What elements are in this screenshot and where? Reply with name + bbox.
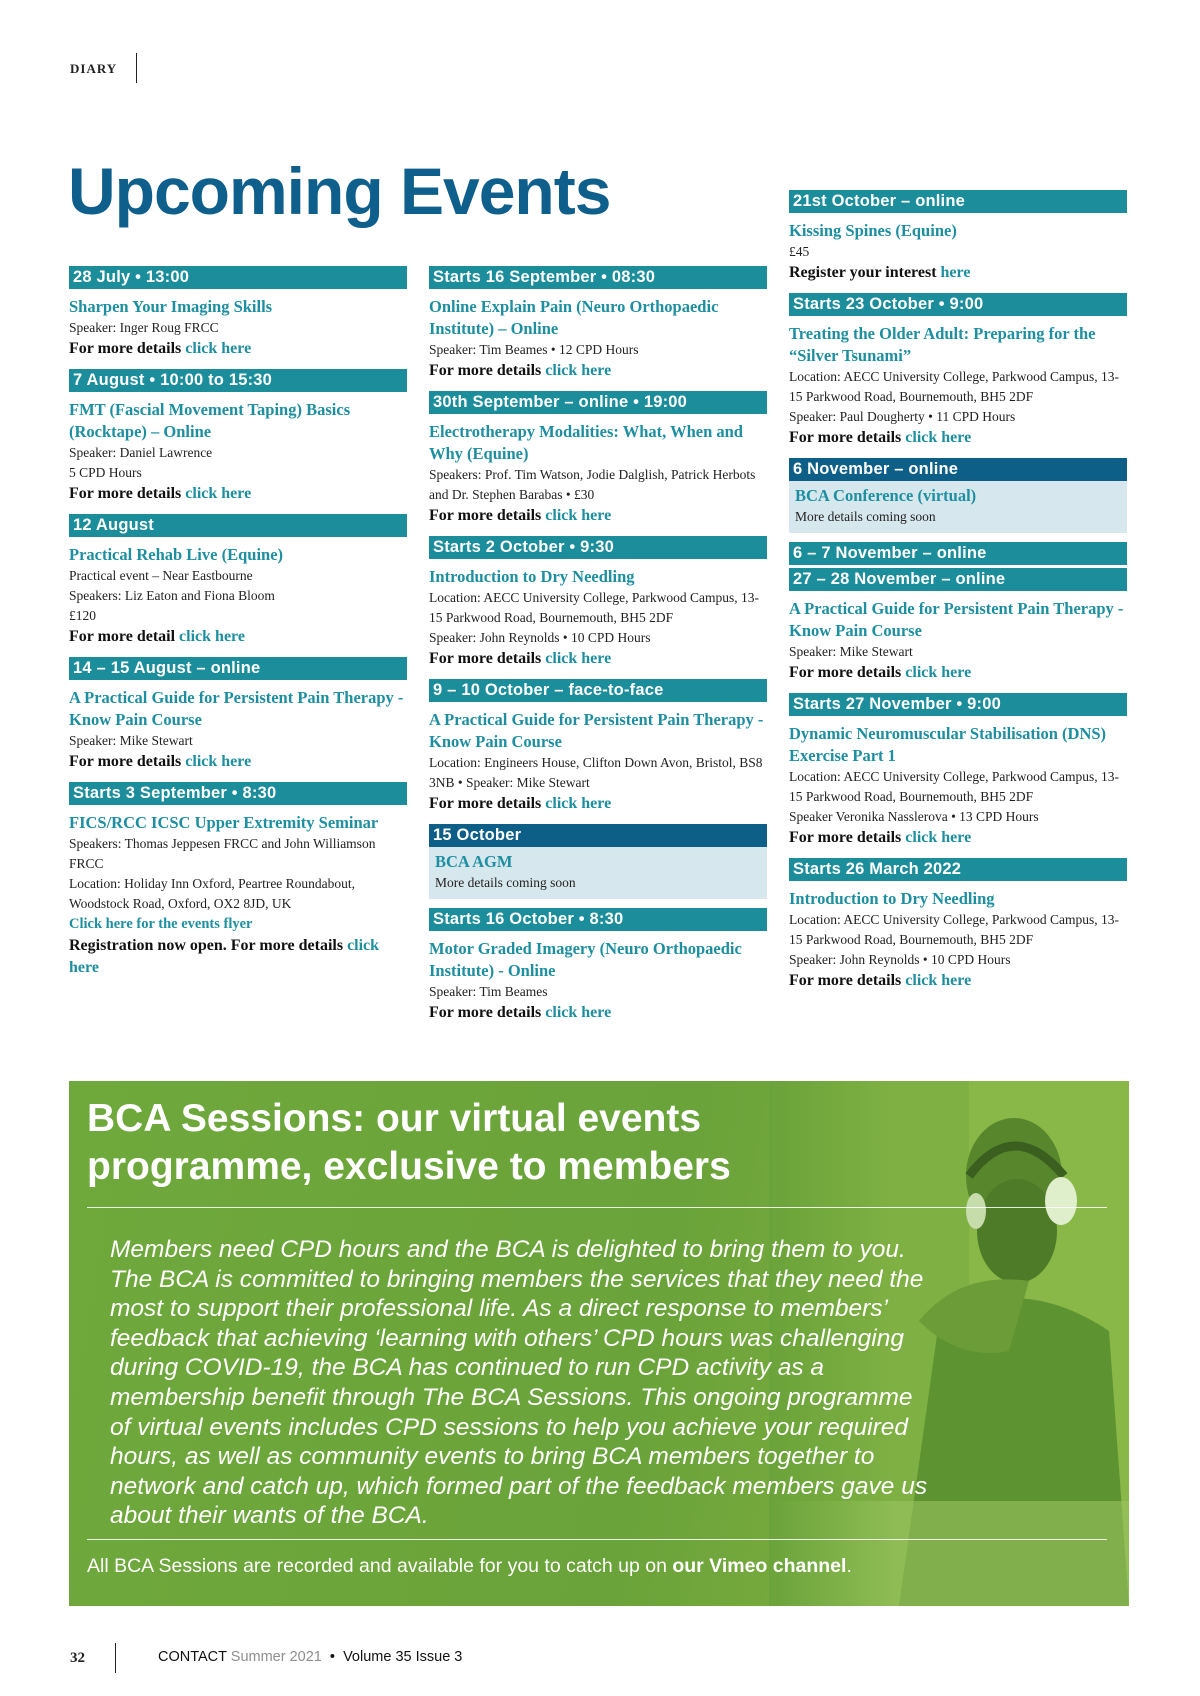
event-date-header: Starts 23 October • 9:00: [789, 293, 1127, 316]
event-date-header: 12 August: [69, 514, 407, 537]
more-details: [69, 751, 407, 773]
event-item: [69, 369, 407, 505]
promo-divider-bottom: [87, 1539, 1107, 1540]
event-detail: Speaker: Mike Stewart: [789, 644, 913, 659]
magazine-name: CONTACT: [158, 1649, 227, 1665]
event-date-header: Starts 26 March 2022: [789, 858, 1127, 881]
promo-title: BCA Sessions: our virtual events programme, exclusive to members: [87, 1097, 731, 1188]
vimeo-channel-link[interactable]: our Vimeo channel: [672, 1555, 847, 1577]
event-title[interactable]: Dynamic Neuromuscular Stabilisation (DNS) Exercise Part 1: [789, 724, 1107, 765]
event-detail: Speaker: Mike Stewart: [69, 733, 193, 748]
section-label: DIARY: [70, 61, 118, 76]
event-item: [789, 693, 1127, 849]
promo-footer-text: All BCA Sessions are recorded and available for you to catch up on: [87, 1555, 673, 1577]
event-date-header: 6 November – online: [789, 458, 1127, 481]
event-title[interactable]: Introduction to Dry Needling: [429, 567, 635, 586]
event-detail: Speaker: Inger Roug FRCC: [69, 320, 219, 335]
event-item: [429, 908, 767, 1024]
event-info-box: [789, 481, 1127, 533]
promo-divider-top: [87, 1207, 1107, 1208]
event-detail: Speaker: Tim Beames • 12 CPD Hours: [429, 342, 639, 357]
events-column-3: [789, 190, 1127, 1001]
click-here-link[interactable]: click here: [185, 485, 252, 502]
more-details: [69, 483, 407, 505]
bca-sessions-promo: [69, 1081, 1129, 1606]
event-detail: Speaker: John Reynolds • 10 CPD Hours: [429, 630, 651, 645]
more-details-text: For more details: [69, 340, 186, 357]
more-details-text: Register your interest: [789, 264, 941, 281]
event-title[interactable]: A Practical Guide for Persistent Pain Therapy - Know Pain Course: [429, 710, 764, 751]
click-here-link[interactable]: click here: [545, 362, 612, 379]
more-details-text: For more detail: [69, 628, 180, 645]
event-date-header: Starts 2 October • 9:30: [429, 536, 767, 559]
more-details-text: Registration now open. For more details: [69, 937, 348, 954]
more-details-text: For more details: [429, 795, 546, 812]
event-detail: £120: [69, 608, 96, 623]
click-here-link[interactable]: click here: [545, 650, 612, 667]
more-details-text: For more details: [789, 664, 906, 681]
event-title[interactable]: BCA AGM: [435, 852, 513, 871]
event-date-header: 9 – 10 October – face-to-face: [429, 679, 767, 702]
more-details: [69, 935, 407, 979]
more-details: [429, 505, 767, 527]
event-item: [429, 679, 767, 815]
more-details: [789, 662, 1127, 684]
more-details: [69, 338, 407, 360]
event-detail: Speakers: Liz Eaton and Fiona Bloom: [69, 588, 275, 603]
click-here-link[interactable]: click here: [905, 664, 972, 681]
promo-body: Members need CPD hours and the BCA is delighted to bring them to you. The BCA is committed to bringing members the services that they need the most to support their professional life. As a direct response to members’ feedback that achieving ‘learning with others’ CPD hours was challenging during COVID-19, the BCA has continued to run CPD activity as a membership benefit through The BCA Sessions. This ongoing programme of virtual events includes CPD sessions to help you achieve your required hours, as well as community events to bring BCA members together to network and catch up, which formed part of the feedback members gave us about their wants of the BCA.: [110, 1236, 928, 1530]
click-here-link[interactable]: click here: [905, 972, 972, 989]
issue-number: Volume 35 Issue 3: [343, 1649, 463, 1665]
event-detail: Speakers: Prof. Tim Watson, Jodie Dalglish, Patrick Herbots and Dr. Stephen Barabas • £30: [429, 467, 756, 502]
event-date-header: 21st October – online: [789, 190, 1127, 213]
event-date-header: Starts 27 November • 9:00: [789, 693, 1127, 716]
event-title[interactable]: Electrotherapy Modalities: What, When and Why (Equine): [429, 422, 743, 463]
event-title[interactable]: BCA Conference (virtual): [795, 486, 977, 505]
page-number: 32: [70, 1650, 85, 1666]
click-here-link[interactable]: click here: [185, 340, 252, 357]
more-details: [429, 793, 767, 815]
more-details-text: For more details: [69, 753, 186, 770]
more-details-text: For more details: [429, 1004, 546, 1021]
more-details-text: For more details: [429, 507, 546, 524]
event-item: [789, 858, 1127, 992]
more-details-text: For more details: [789, 429, 906, 446]
event-detail: Location: AECC University College, Parkwood Campus, 13-15 Parkwood Road, Bournemouth, BH5 2DF: [789, 769, 1119, 804]
event-detail: More details coming soon: [795, 509, 936, 524]
more-details: [789, 427, 1127, 449]
event-item: [429, 391, 767, 527]
click-here-link[interactable]: click here: [545, 1004, 612, 1021]
more-details: [69, 626, 407, 648]
event-detail: £45: [789, 244, 810, 259]
footer-separator: •: [329, 1649, 335, 1665]
event-item: [789, 542, 1127, 684]
click-here-link[interactable]: click here: [179, 628, 245, 645]
more-details: [429, 648, 767, 670]
click-here-link[interactable]: click here: [69, 937, 380, 976]
event-title[interactable]: FICS/RCC ICSC Upper Extremity Seminar: [69, 813, 379, 832]
event-item: [789, 190, 1127, 284]
event-date-header: 15 October: [429, 824, 767, 847]
more-details-text: For more details: [789, 829, 906, 846]
event-detail: Location: AECC University College, Parkwood Campus, 13-15 Parkwood Road, Bournemouth, BH5 2DF: [789, 912, 1119, 947]
event-detail: Location: Holiday Inn Oxford, Peartree Roundabout, Woodstock Road, Oxford, OX2 8JD, UK: [69, 876, 356, 911]
section-divider: [136, 53, 137, 83]
event-detail: Speaker: Paul Dougherty • 11 CPD Hours: [789, 409, 1016, 424]
event-item: [789, 293, 1127, 449]
event-detail: Speaker: John Reynolds • 10 CPD Hours: [789, 952, 1011, 967]
event-item: [69, 657, 407, 773]
event-item: [69, 514, 407, 648]
event-title[interactable]: Motor Graded Imagery (Neuro Orthopaedic Institute) - Online: [429, 939, 742, 980]
event-date-header: 6 – 7 November – online: [789, 542, 1127, 565]
event-date-header: 30th September – online • 19:00: [429, 391, 767, 414]
event-date-header: 27 – 28 November – online: [789, 568, 1127, 591]
event-date-header: Starts 16 September • 08:30: [429, 266, 767, 289]
click-here-link[interactable]: here: [940, 264, 971, 281]
event-item: [429, 536, 767, 670]
more-details: [429, 1002, 767, 1024]
page-title: Upcoming Events: [68, 154, 611, 228]
event-title[interactable]: Kissing Spines (Equine): [789, 221, 957, 240]
event-title[interactable]: A Practical Guide for Persistent Pain Therapy - Know Pain Course: [789, 599, 1124, 640]
event-title[interactable]: FMT (Fascial Movement Taping) Basics (Rocktape) – Online: [69, 400, 351, 441]
promo-footer: [87, 1555, 852, 1578]
event-info-box: [429, 847, 767, 899]
event-detail: Practical event – Near Eastbourne: [69, 568, 253, 583]
issue-season: Summer 2021: [230, 1649, 322, 1665]
events-column-1: [69, 266, 407, 988]
more-details: [789, 970, 1127, 992]
click-here-link[interactable]: click here: [905, 429, 972, 446]
click-here-link[interactable]: click here: [545, 795, 612, 812]
event-title[interactable]: Treating the Older Adult: Preparing for the “Silver Tsunami”: [789, 324, 1096, 365]
promo-footer-end: .: [846, 1555, 852, 1577]
event-date-header: 14 – 15 August – online: [69, 657, 407, 680]
event-title[interactable]: Sharpen Your Imaging Skills: [69, 297, 273, 316]
click-here-link[interactable]: click here: [905, 829, 972, 846]
more-details-text: For more details: [789, 972, 906, 989]
event-detail: Speaker: Daniel Lawrence: [69, 445, 213, 460]
event-date-header: 28 July • 13:00: [69, 266, 407, 289]
event-title[interactable]: Online Explain Pain (Neuro Orthopaedic Institute) – Online: [429, 297, 719, 338]
event-detail: Speaker Veronika Nasslerova • 13 CPD Hours: [789, 809, 1039, 824]
more-details: [429, 360, 767, 382]
more-details-text: For more details: [429, 650, 546, 667]
event-item: [69, 782, 407, 979]
click-here-link[interactable]: click here: [185, 753, 252, 770]
more-details: [789, 262, 1127, 284]
event-title[interactable]: A Practical Guide for Persistent Pain Therapy - Know Pain Course: [69, 688, 404, 729]
event-detail: 5 CPD Hours: [69, 465, 142, 480]
event-date-header: Starts 16 October • 8:30: [429, 908, 767, 931]
event-item: [429, 266, 767, 382]
footer-divider: [115, 1643, 116, 1673]
click-here-link[interactable]: click here: [545, 507, 612, 524]
event-date-header: 7 August • 10:00 to 15:30: [69, 369, 407, 392]
event-item: [69, 266, 407, 360]
event-detail: Speakers: Thomas Jeppesen FRCC and John Williamson FRCC: [69, 836, 376, 871]
events-flyer-link[interactable]: Click here for the events flyer: [69, 916, 253, 932]
event-date-header: Starts 3 September • 8:30: [69, 782, 407, 805]
event-detail: Speaker: Tim Beames: [429, 984, 548, 999]
event-item: [429, 824, 767, 899]
events-column-2: [429, 266, 767, 1033]
event-detail: Location: AECC University College, Parkwood Campus, 13-15 Parkwood Road, Bournemouth, BH5 2DF: [429, 590, 759, 625]
more-details-text: For more details: [429, 362, 546, 379]
event-detail: More details coming soon: [435, 875, 576, 890]
event-title[interactable]: Practical Rehab Live (Equine): [69, 545, 284, 564]
event-detail: Location: Engineers House, Clifton Down Avon, Bristol, BS8 3NB • Speaker: Mike Stewart: [429, 755, 763, 790]
footer-text: [158, 1649, 462, 1665]
event-detail: Location: AECC University College, Parkwood Campus, 13-15 Parkwood Road, Bournemouth, BH5 2DF: [789, 369, 1119, 404]
event-item: [789, 458, 1127, 533]
more-details: [789, 827, 1127, 849]
event-title[interactable]: Introduction to Dry Needling: [789, 889, 995, 908]
more-details-text: For more details: [69, 485, 186, 502]
